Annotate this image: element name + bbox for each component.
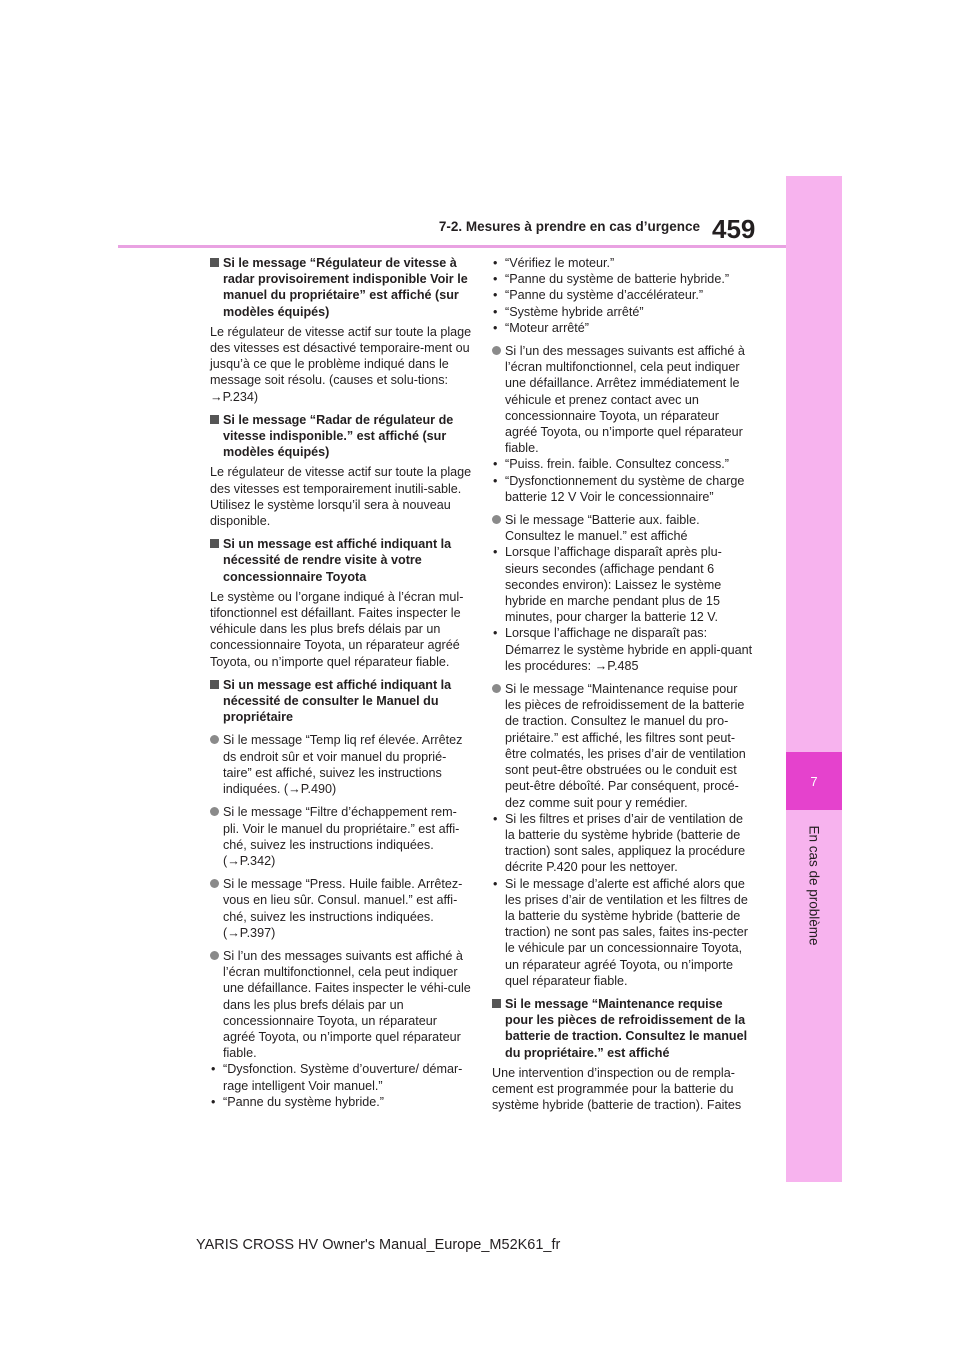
section-heading: Si un message est affiché indiquant la nécessité de consulter le Manuel du propriétaire [210,677,472,726]
left-column [210,255,472,1117]
sub-bullet: • “Dysfonctionnement du système de charge batterie 12 V Voir le concessionnaire” [492,473,754,505]
section-body: Le régulateur de vitesse actif sur toute la plage des vitesses est temporairement inutili-sable. Utilisez le système lorsqu’il sera à nouveau disponible. [210,465,472,529]
section-heading: Si le message “Maintenance requise pour les pièces de refroidissement de la batterie de traction. Consultez le manuel du propriétaire.” est affiché [492,996,754,1061]
section-body: Le régulateur de vitesse actif sur toute la plage des vitesses est désactivé temporaire-ment ou jusqu’à ce que le problème indiqué dans le message soit résolu. (causes et solu-tions: →P.234) [210,324,472,404]
chapter-number: 7 [810,773,818,789]
section-heading: Si un message est affiché indiquant la nécessité de rendre visite à votre concessionnaire Toyota [210,536,472,585]
chapter-title-vertical [786,820,842,950]
section-radar-cruise-temporarily-unavailable [210,255,472,405]
section-radar-unavailable [210,412,472,529]
list-item-oil-pressure: Si le message “Press. Huile faible. Arrêtez-vous en lieu sûr. Consul. manuel.” est affi-ché, suivez les instructions indiquées. (→P.397) [210,876,472,941]
sub-bullet: • “Puiss. frein. faible. Consultez concess.” [492,456,754,472]
section-heading: Si le message “Régulateur de vitesse à radar provisoirement indisponible Voir le manuel du propriétaire” est affiché (sur modèles équipés) [210,255,472,320]
page-number: 459 [712,214,756,244]
list-item-coolant-temp: Si le message “Temp liq ref élevée. Arrêtez ds endroit sûr et voir manuel du proprié-taire” est affiché, suivez les instructions indiquées. (→P.490) [210,732,472,797]
sub-bullet: • Lorsque l’affichage ne disparaît pas: Démarrez le système hybride en appli-quant les procédures: →P.485 [492,625,754,674]
chapter-title: En cas de problème [806,824,822,946]
section-heading: Si le message “Radar de régulateur de vitesse indisponible.” est affiché (sur modèles équipés) [210,412,472,461]
chapter-side-strip [786,176,842,1182]
sub-bullet: • “Panne du système hybride.” [210,1094,472,1110]
list-item-battery-cooling-maintenance [492,681,754,989]
section-body: Une intervention d’inspection ou de rempla-cement est programmée pour la batterie du système hybride (batterie de traction). Faites [492,1065,742,1113]
sub-bullet: • “Panne du système d’accélérateur.” [492,287,754,303]
right-column [492,255,754,1120]
list-item-text: Si le message “Maintenance requise pour les pièces de refroidissement de la batterie de traction. Consultez le manuel du pro-priétaire.” est affiché, les filtres sont peut-être colmatés, les prises d’air de ventilation sont peut-être obstruées ou le conduit est peut-être déboîté. Par conséquent, procé-dez comme suit pour y remédier. [492,681,754,811]
list-item-stop-immediately [492,343,754,505]
header-divider [118,245,786,248]
sub-bullet: • “Moteur arrêté” [492,320,754,336]
list-item-aux-battery-low [492,512,754,674]
section-body: Le système ou l’organe indiqué à l’écran mul-tifonctionnel est défaillant. Faites inspecter le véhicule dans les plus brefs délais par un concessionnaire Toyota, un réparateur agréé Toyota, ou n’importe quel réparateur fiable. [210,589,464,669]
sub-bullet: • Si le message d’alerte est affiché alors que les prises d’air de ventilation et les filtres de la batterie du système hybride (batterie de traction) ne sont pas sales, faites ins-pecter le véhicule par un concessionnaire Toyota, un réparateur agréé Toyota, ou n’importe quel réparateur fiable. [492,876,754,989]
footer-manual-id: YARIS CROSS HV Owner's Manual_Europe_M52K61_fr [196,1237,561,1253]
section-title: 7-2. Mesures à prendre en cas d’urgence [438,219,700,234]
sub-bullet: • Lorsque l’affichage disparaît après plu-sieurs secondes (affichage pendant 6 secondes environ): Laissez le système hybride en marche pendant plus de 15 minutes, pour charger la batterie 12 V. [492,544,754,625]
sub-bullet: • “Dysfonction. Système d’ouverture/ démar-rage intelligent Voir manuel.” [210,1061,472,1093]
list-continued-bullets [492,255,754,336]
list-item-text: Si l’un des messages suivants est affiché à l’écran multifonctionnel, cela peut indiquer une défaillance. Arrêtez immédiatement le véhicule et prenez contact avec un concessionnaire Toyota, un réparateur agréé Toyota, ou n’importe quel réparateur fiable. [492,343,754,456]
list-item-text: Si le message “Batterie aux. faible. Consultez le manuel.” est affiché [492,512,754,544]
sub-bullet: • Si les filtres et prises d’air de ventilation de la batterie du système hybride (batterie de traction) sont sales, appliquez la procédure décrite P.420 pour les nettoyer. [492,811,754,876]
list-item-exhaust-filter: Si le message “Filtre d’échappement rem-pli. Voir le manuel du propriétaire.” est affi-ché, suivez les instructions indiquées. (→P.342) [210,804,472,869]
list-item-malfunction-messages [210,948,472,1110]
sub-bullet: • “Vérifiez le moteur.” [492,255,754,271]
section-traction-battery-maintenance [492,996,754,1113]
chapter-number-tab[interactable] [786,752,842,810]
list-item-text: Si l’un des messages suivants est affiché à l’écran multifonctionnel, cela peut indiquer une défaillance. Faites inspecter le véhi-cule dans les plus brefs délais par un concessionnaire Toyota, un réparateur agréé Toyota, ou n’importe quel réparateur fiable. [210,948,472,1061]
sub-bullet: • “Panne du système de batterie hybride.” [492,271,754,287]
sub-bullet: • “Système hybride arrêté” [492,304,754,320]
section-visit-dealer [210,536,472,670]
section-consult-manual [210,677,472,726]
